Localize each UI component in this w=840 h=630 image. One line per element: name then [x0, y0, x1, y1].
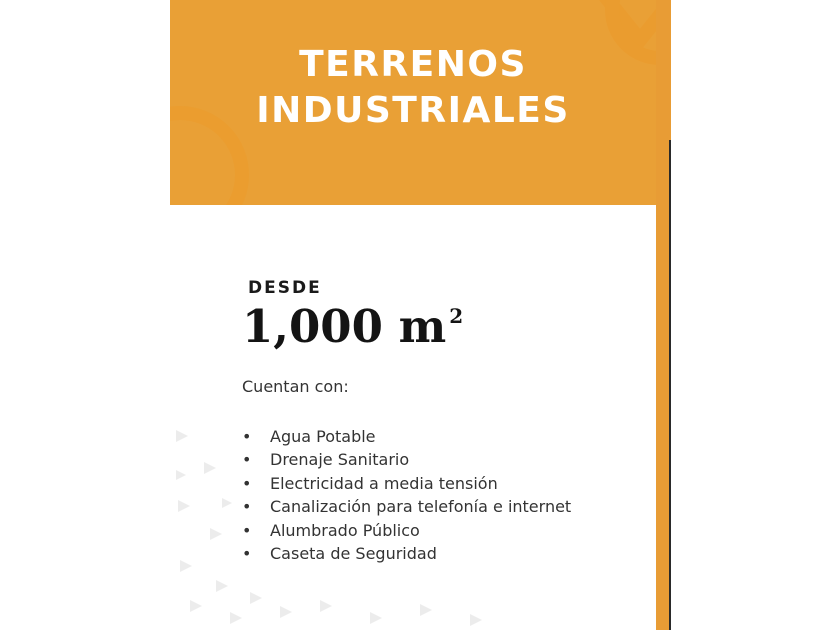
title-line-2: INDUSTRIALES [256, 90, 570, 131]
feature-text: Alumbrado Público [270, 520, 420, 540]
cuentan-label: Cuentan con: [242, 377, 349, 396]
bullet-icon: • [242, 543, 252, 563]
area-number: 1,000 m [242, 300, 447, 353]
bullet-icon: • [242, 473, 252, 493]
list-item [242, 425, 571, 448]
page-title [170, 42, 656, 134]
list-item [242, 542, 571, 565]
list-item [242, 448, 571, 471]
feature-text: Canalización para telefonía e internet [270, 497, 572, 517]
features-list [242, 425, 571, 565]
feature-text: Agua Potable [270, 427, 376, 446]
list-item [242, 519, 571, 542]
feature-text: Drenaje Sanitario [270, 450, 410, 470]
desde-label: DESDE [248, 278, 322, 298]
feature-text: Caseta de Seguridad [270, 543, 437, 563]
feature-text: Electricidad a media tensión [270, 473, 498, 493]
header-band [170, 0, 671, 205]
bullet-icon: • [242, 520, 252, 540]
list-item [242, 472, 571, 495]
flyer [170, 0, 671, 630]
title-line-1: TERRENOS [299, 44, 527, 85]
bullet-icon: • [242, 450, 252, 470]
area-value [242, 300, 463, 353]
area-exponent: 2 [449, 304, 464, 328]
bullet-icon: • [242, 497, 252, 517]
bullet-icon: • [242, 427, 252, 446]
page-edge-shadow [669, 140, 671, 630]
list-item [242, 495, 571, 518]
